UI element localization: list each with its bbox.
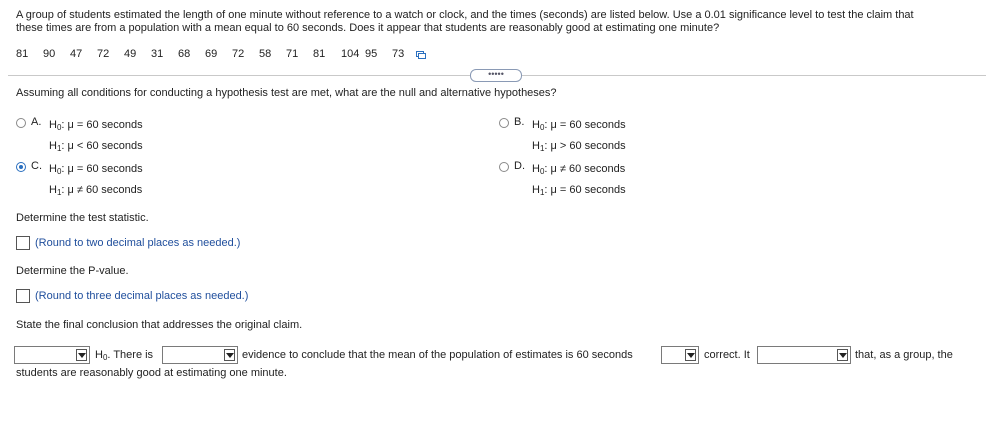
conclusion-h0-text: $H_0$. There is [95, 349, 154, 362]
data-value: 31 [151, 48, 164, 60]
test-statistic-input[interactable] [16, 236, 30, 250]
hypotheses-question: Assuming all conditions for conducting a hypothesis test are met, what are the null and alternative hypotheses? [16, 87, 557, 99]
option-d-h1: $H_1$: μ = 60 seconds [532, 184, 626, 197]
data-value: 72 [232, 48, 245, 60]
radio-option-c[interactable] [16, 162, 26, 172]
problem-line-2: these times are from a population with a mean equal to 60 seconds. Does it appear that students are reasonably good at estimating one minute? [16, 22, 720, 34]
option-c-h1: $H_1$: μ ≠ 60 seconds [49, 184, 143, 197]
radio-option-d[interactable] [499, 162, 509, 172]
claim-correct-dropdown[interactable] [661, 346, 699, 364]
problem-statement [16, 9, 914, 35]
radio-option-a[interactable] [16, 118, 26, 128]
option-c[interactable] [16, 160, 143, 202]
conclusion-label: State the final conclusion that addresses the original claim. [16, 319, 303, 331]
option-d-h0: $H_0$: μ ≠ 60 seconds [532, 163, 626, 176]
copy-data-icon[interactable] [416, 50, 426, 58]
chevron-down-icon[interactable] [76, 349, 87, 361]
chevron-down-icon[interactable] [837, 349, 848, 361]
data-value: 81 [16, 48, 29, 60]
conclusion-evidence-text: evidence to conclude that the mean of the population of estimates is 60 seconds [242, 349, 633, 361]
data-value: 68 [178, 48, 191, 60]
option-a-h0: $H_0$: μ = 60 seconds [49, 119, 143, 132]
option-b-h1: $H_1$: μ > 60 seconds [532, 140, 626, 153]
test-statistic-label: Determine the test statistic. [16, 212, 149, 224]
option-c-h0: $H_0$: μ = 60 seconds [49, 163, 143, 176]
data-value: 95 [365, 48, 378, 60]
test-statistic-row [16, 236, 240, 250]
appears-dropdown[interactable] [757, 346, 851, 364]
option-a-letter: A. [31, 116, 42, 128]
data-value: 49 [124, 48, 137, 60]
p-value-input[interactable] [16, 289, 30, 303]
data-values-row [16, 48, 426, 60]
option-b[interactable] [499, 116, 626, 158]
data-value: 47 [70, 48, 83, 60]
radio-option-b[interactable] [499, 118, 509, 128]
option-b-letter: B. [514, 116, 525, 128]
p-value-hint: (Round to three decimal places as needed.) [35, 290, 249, 302]
test-statistic-hint: (Round to two decimal places as needed.) [35, 237, 241, 249]
conclusion-correct-text: correct. It [704, 349, 750, 361]
chevron-down-icon[interactable] [224, 349, 235, 361]
data-value: 90 [43, 48, 56, 60]
data-value: 81 [313, 48, 326, 60]
option-d-letter: D. [514, 160, 525, 172]
option-b-h0: $H_0$: μ = 60 seconds [532, 119, 626, 132]
reject-decision-dropdown[interactable] [14, 346, 90, 364]
data-value: 72 [97, 48, 110, 60]
chevron-down-icon[interactable] [685, 349, 696, 361]
data-value: 69 [205, 48, 218, 60]
option-a[interactable] [16, 116, 143, 158]
conclusion-group-text: that, as a group, the [855, 349, 953, 361]
option-d[interactable] [499, 160, 626, 202]
p-value-label: Determine the P-value. [16, 265, 129, 277]
data-value: 73 [392, 48, 405, 60]
expand-dots-button[interactable]: ••••• [470, 69, 522, 82]
option-c-letter: C. [31, 160, 42, 172]
p-value-row [16, 289, 248, 303]
data-value: 71 [286, 48, 299, 60]
problem-line-1: A group of students estimated the length of one minute without reference to a watch or clock, and the times (seconds) are listed below. Use a 0.01 significance level to test the claim that [16, 9, 914, 21]
option-a-h1: $H_1$: μ < 60 seconds [49, 140, 143, 153]
data-value: 104 [341, 48, 360, 60]
evidence-dropdown[interactable] [162, 346, 238, 364]
data-value: 58 [259, 48, 272, 60]
conclusion-final-text: students are reasonably good at estimating one minute. [16, 367, 287, 379]
